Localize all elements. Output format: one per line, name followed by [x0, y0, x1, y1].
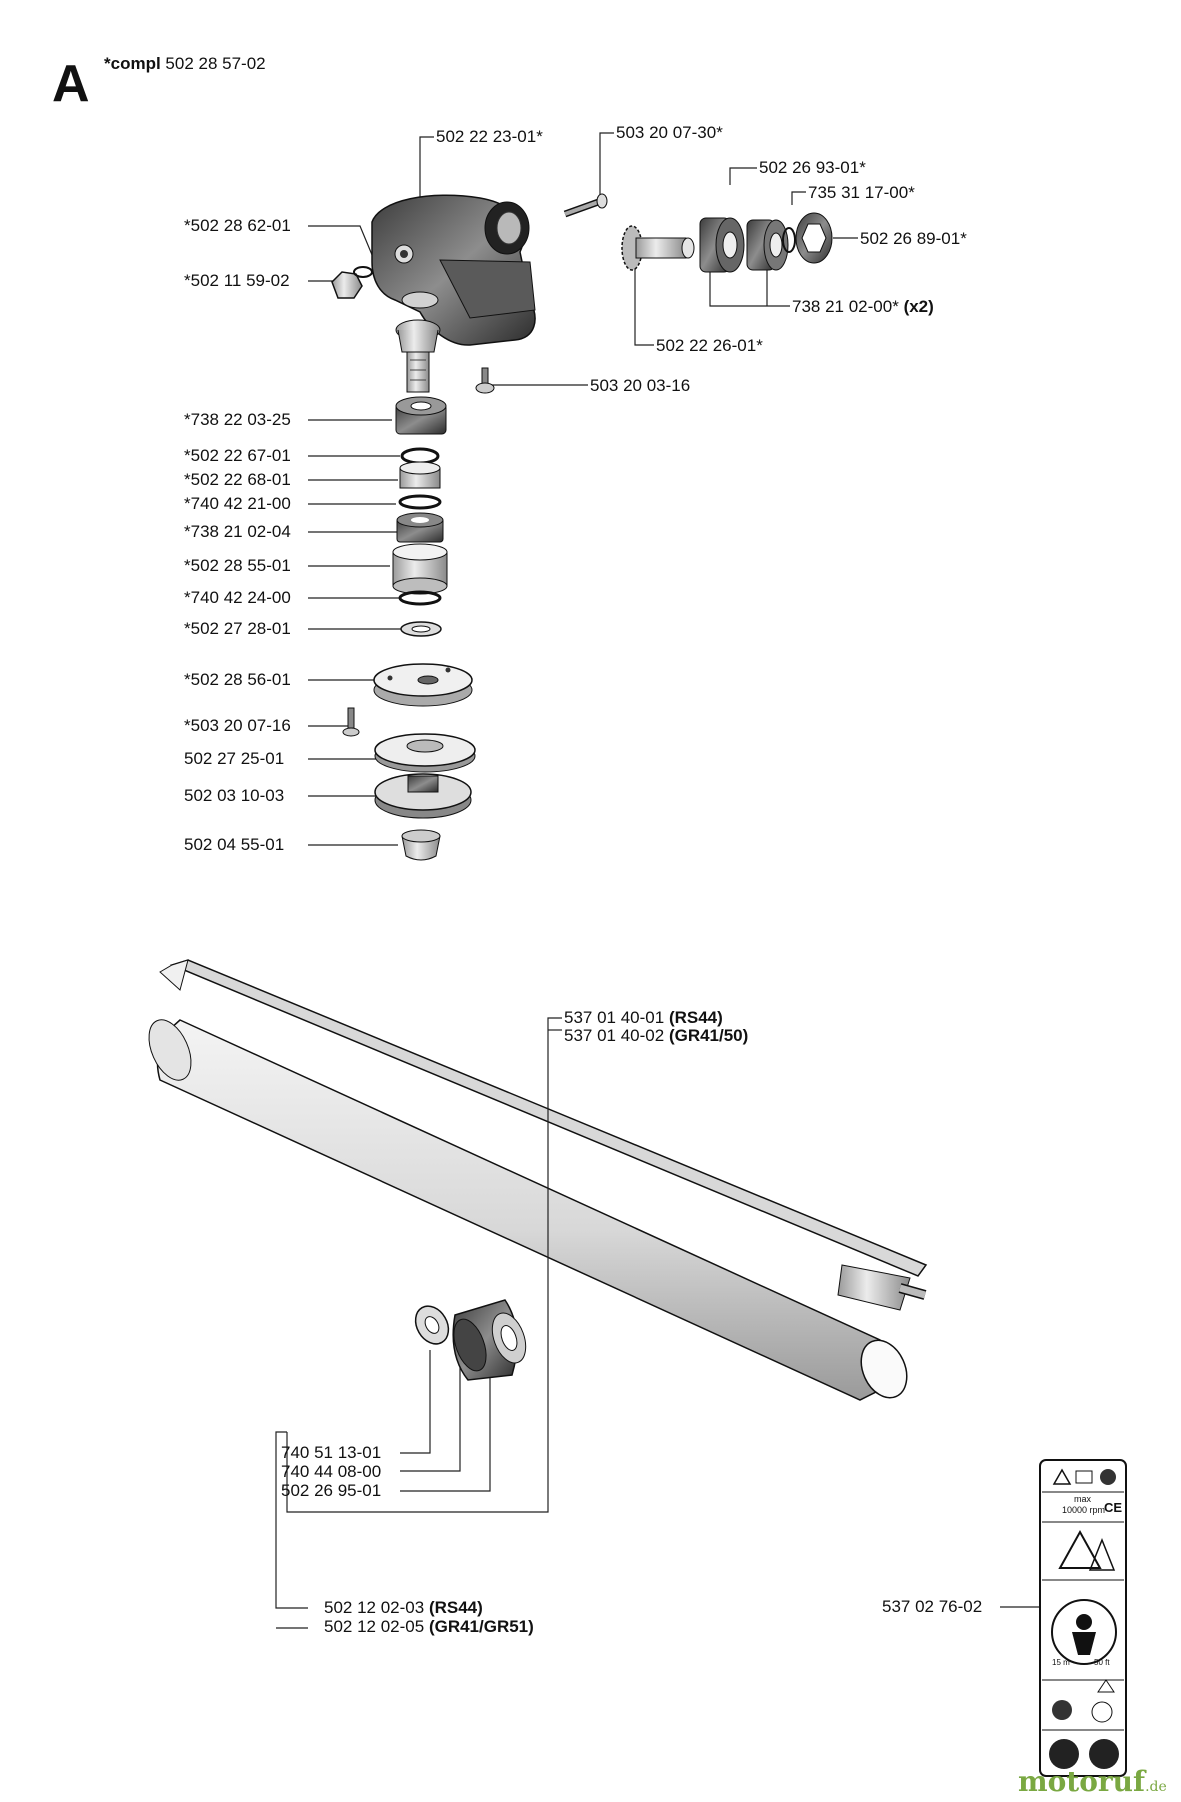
section-letter: A: [52, 55, 90, 113]
part-label-502-22-67-01: *502 22 67-01: [184, 446, 291, 465]
part-label-740-51-13-01: 740 51 13-01: [281, 1443, 382, 1462]
part-label-537-01-40-01-model: (RS44): [668, 1008, 723, 1027]
watermark-logo: [1018, 1767, 1167, 1802]
part-label-502-12-02-05-code: 502 12 02-05: [324, 1617, 425, 1636]
part-label-502-28-56-01: *502 28 56-01: [184, 670, 291, 689]
plug-screw: [332, 267, 372, 298]
bearings-horizontal: [700, 218, 795, 272]
screw-small: [476, 368, 494, 393]
part-label-738-21-02-00: [792, 297, 934, 317]
part-label-502-27-28-01: *502 27 28-01: [184, 619, 291, 638]
part-label-502-12-02-05-model: (GR41/GR51): [428, 1617, 534, 1636]
part-label-502-22-23-01: 502 22 23-01*: [436, 127, 543, 146]
part-label-502-28-55-01: *502 28 55-01: [184, 556, 291, 575]
part-label-503-20-07-16: *503 20 07-16: [184, 716, 291, 735]
gear-housing: [372, 195, 535, 345]
part-label-502-26-93-01: 502 26 93-01*: [759, 158, 866, 177]
assembly-code: 502 28 57-02: [165, 54, 266, 73]
part-label-502-27-25-01: 502 27 25-01: [184, 749, 285, 768]
part-label-740-44-08-00: 740 44 08-00: [281, 1462, 382, 1481]
assembly-prefix: *compl: [104, 54, 161, 73]
part-label-537-01-40-02-code: 537 01 40-02: [564, 1026, 665, 1045]
part-label-740-42-24-00: *740 42 24-00: [184, 588, 291, 607]
hex-nut: [796, 213, 832, 263]
part-label-738-21-02-00-qty: (x2): [903, 297, 934, 316]
drive-shaft: [160, 960, 926, 1310]
part-label-537-01-40-02-model: (GR41/50): [668, 1026, 749, 1045]
part-label-502-26-95-01: 502 26 95-01: [281, 1481, 382, 1500]
part-label-537-02-76-02: 537 02 76-02: [882, 1597, 983, 1616]
part-label-738-22-03-25: *738 22 03-25: [184, 410, 291, 429]
part-label-735-31-17-00: 735 31 17-00*: [808, 183, 915, 202]
part-label-502-22-26-01: 502 22 26-01*: [656, 336, 763, 355]
part-label-537-01-40-01-code: 537 01 40-01: [564, 1008, 665, 1027]
part-label-502-22-68-01: *502 22 68-01: [184, 470, 291, 489]
decal-distance-left: 15 m: [1052, 1658, 1070, 1667]
part-label-738-21-02-04: *738 21 02-04: [184, 522, 291, 541]
decal-speed-value: 10000 rpm: [1062, 1505, 1106, 1515]
part-label-502-11-59-02: *502 11 59-02: [184, 271, 290, 290]
decal-speed-label: max: [1074, 1494, 1092, 1504]
bevel-gear-vertical: [396, 320, 440, 392]
watermark-tld: .de: [1145, 1779, 1167, 1795]
screw-top: [565, 194, 607, 214]
watermark-brand: motoruf: [1018, 1765, 1146, 1798]
part-label-502-26-89-01: 502 26 89-01*: [860, 229, 967, 248]
part-label-502-04-55-01: 502 04 55-01: [184, 835, 285, 854]
decal-ce-mark: CE: [1104, 1500, 1123, 1515]
shaft-tube: [141, 1013, 916, 1405]
part-label-537-01-40-01: [564, 1008, 723, 1028]
part-label-502-12-02-05: [324, 1617, 534, 1637]
part-label-537-01-40-02: [564, 1026, 748, 1046]
bushing-set: [409, 1300, 532, 1380]
bevel-gear-horizontal: [622, 226, 694, 270]
leader-lines-bottom: [276, 1018, 1040, 1628]
part-label-502-12-02-03-model: (RS44): [428, 1598, 483, 1617]
part-label-502-12-02-03: [324, 1598, 483, 1618]
part-label-503-20-03-16: 503 20 03-16: [590, 376, 691, 395]
part-label-738-21-02-00-code: 738 21 02-00*: [792, 297, 899, 316]
assembly-number: [104, 54, 266, 74]
part-label-502-28-62-01: *502 28 62-01: [184, 216, 291, 235]
part-label-502-12-02-03-code: 502 12 02-03: [324, 1598, 425, 1617]
part-label-740-42-21-00: *740 42 21-00: [184, 494, 291, 513]
decal-distance-right: 50 ft: [1094, 1658, 1110, 1667]
part-label-503-20-07-30: 503 20 07-30*: [616, 123, 723, 142]
part-label-502-03-10-03: 502 03 10-03: [184, 786, 285, 805]
